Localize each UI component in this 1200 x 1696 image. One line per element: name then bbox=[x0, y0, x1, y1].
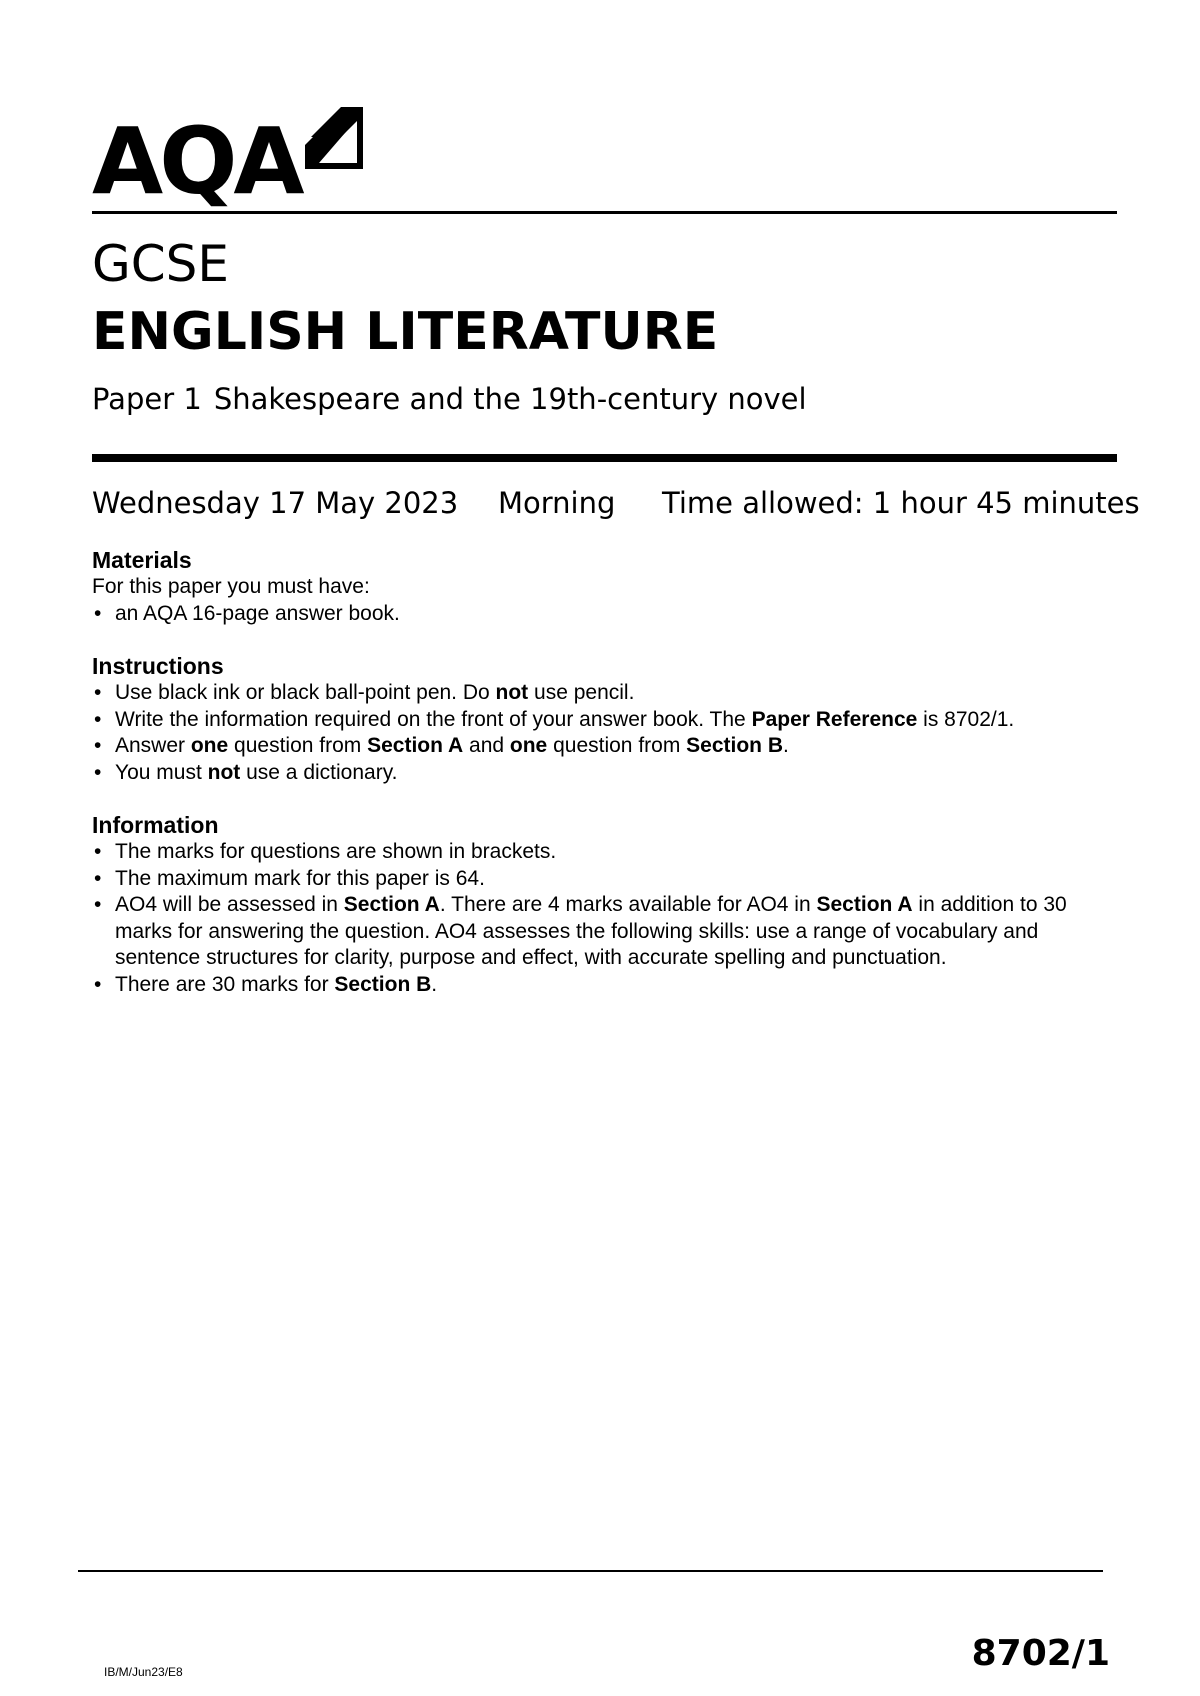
list-item: • You must not use a dictionary. bbox=[92, 760, 1102, 787]
materials-heading: Materials bbox=[92, 547, 192, 573]
list-item: • The maximum mark for this paper is 64. bbox=[92, 866, 1102, 893]
list-item: • an AQA 16-page answer book. bbox=[92, 601, 1102, 628]
list-item: • Answer one question from Section A and one question from Section B. bbox=[92, 733, 1102, 760]
list-item: • Use black ink or black ball-point pen. Do not use pencil. bbox=[92, 680, 1102, 707]
paper-title bbox=[92, 381, 807, 417]
time-allowed: Time allowed: 1 hour 45 minutes bbox=[662, 486, 1140, 520]
logo-text: AQA bbox=[92, 108, 301, 215]
aqa-leaf-icon bbox=[305, 107, 365, 169]
aqa-logo bbox=[92, 103, 365, 215]
instructions-section bbox=[92, 652, 1102, 786]
paper-number: Paper 1 bbox=[92, 382, 202, 416]
subject-title: ENGLISH LITERATURE bbox=[92, 302, 719, 362]
paper-subtitle: Shakespeare and the 19th-century novel bbox=[213, 382, 807, 416]
information-section bbox=[92, 811, 1102, 998]
materials-list bbox=[92, 601, 1102, 628]
paper-code: 8702/1 bbox=[971, 1633, 1110, 1674]
exam-session: Morning bbox=[498, 486, 616, 520]
footer-divider bbox=[78, 1570, 1103, 1572]
list-item: • There are 30 marks for Section B. bbox=[92, 972, 1102, 999]
exam-date: Wednesday 17 May 2023 bbox=[92, 486, 459, 520]
exam-rubric bbox=[92, 546, 1102, 1023]
materials-section bbox=[92, 546, 1102, 627]
list-item: • The marks for questions are shown in brackets. bbox=[92, 839, 1102, 866]
instructions-list bbox=[92, 680, 1102, 786]
title-divider bbox=[92, 454, 1117, 462]
header-divider bbox=[92, 211, 1117, 214]
list-item: • Write the information required on the front of your answer book. The Paper Reference is 8702/1. bbox=[92, 707, 1102, 734]
information-list bbox=[92, 839, 1102, 998]
list-item: • AO4 will be assessed in Section A. There are 4 marks available for AO4 in Section A in addition to 30 marks for answering the question. AO4 assesses the following skills: use a range of vocabulary and sentence structures for clarity, purpose and effect, with accurate spelling and punctuation. bbox=[92, 892, 1102, 972]
information-heading: Information bbox=[92, 812, 219, 838]
footer-reference: IB/M/Jun23/E8 bbox=[104, 1665, 183, 1679]
materials-intro: For this paper you must have: bbox=[92, 575, 370, 598]
qualification-title: GCSE bbox=[92, 235, 229, 293]
instructions-heading: Instructions bbox=[92, 653, 224, 679]
